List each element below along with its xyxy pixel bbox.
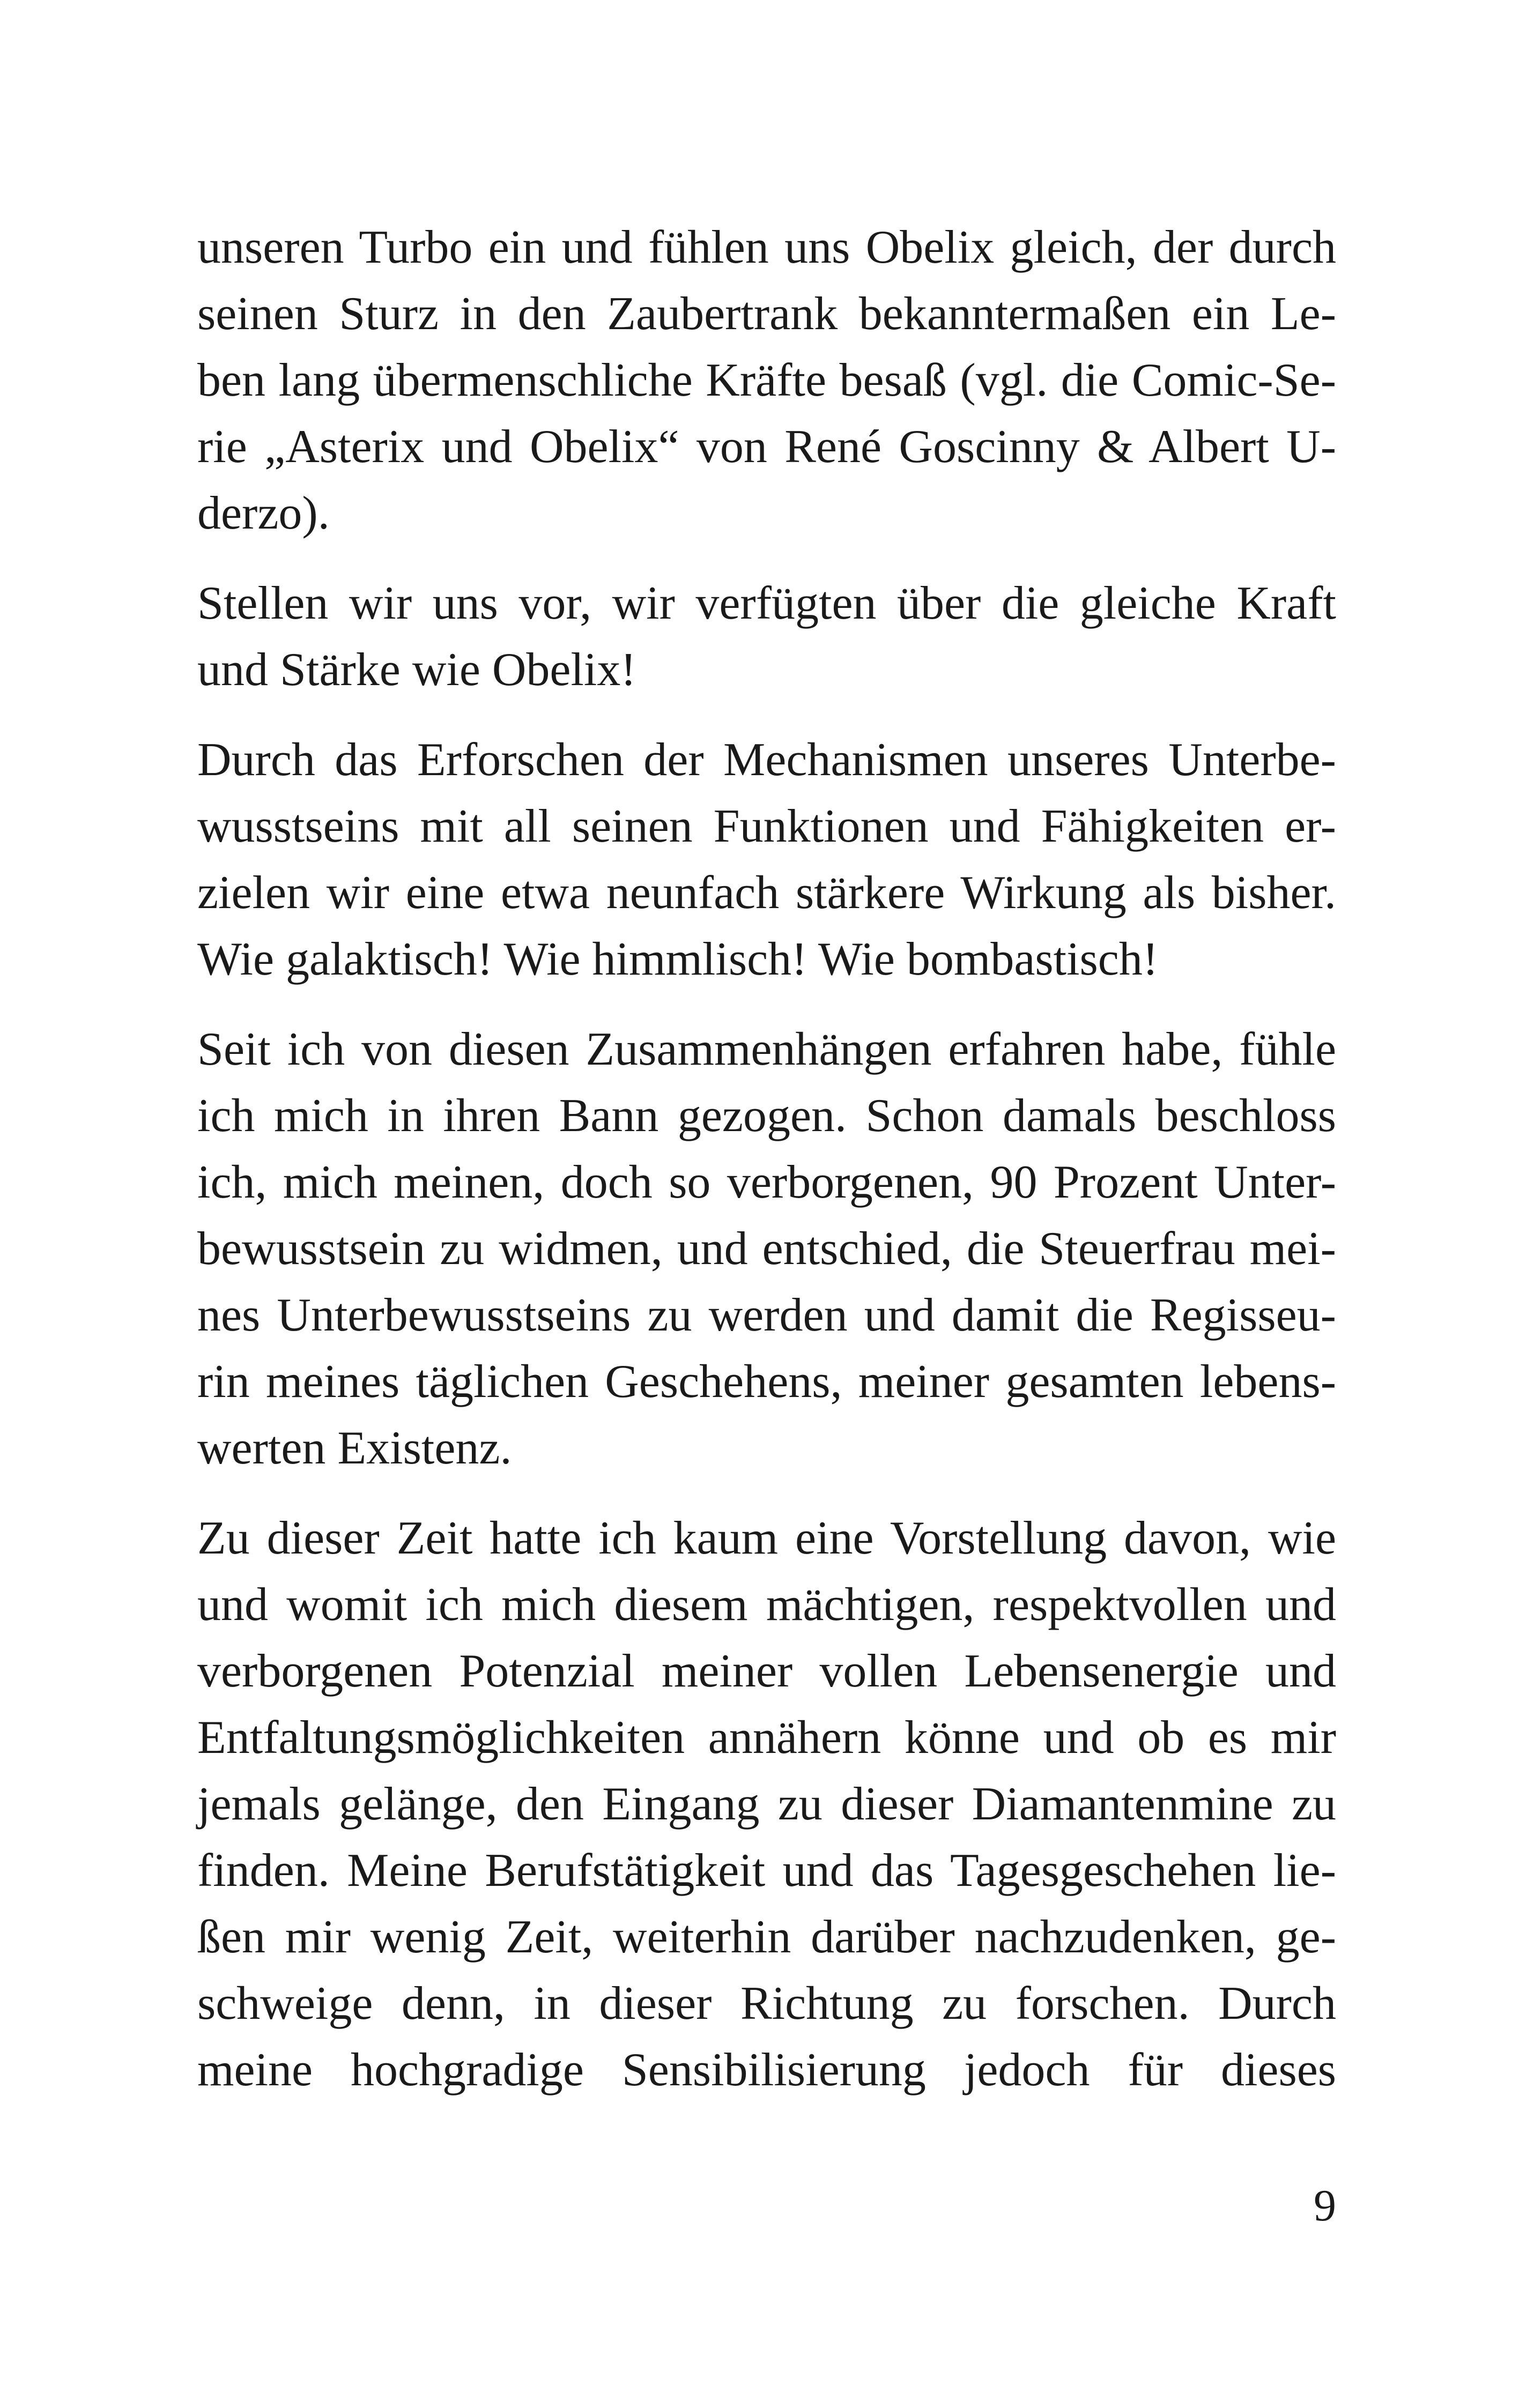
text-line: jemals gelänge, den Eingang zu dieser Diamantenmine zu: [197, 1778, 1336, 1830]
text-line: bewusstsein zu widmen, und entschied, die Steuerfrau mei-: [197, 1223, 1336, 1275]
text-line: Entfaltungsmöglichkeiten annähern könne und ob es mir: [197, 1712, 1336, 1764]
paragraph-1: [197, 214, 1336, 547]
text-line: Wie galaktisch! Wie himmlisch! Wie bombastisch!: [197, 933, 1159, 985]
text-line: derzo).: [197, 487, 330, 539]
text-line: und Stärke wie Obelix!: [197, 644, 636, 696]
paragraph-3: [197, 727, 1336, 993]
text-line: zielen wir eine etwa neunfach stärkere Wirkung als bisher.: [197, 867, 1336, 919]
text-line: wusstseins mit all seinen Funktionen und Fähigkeiten er-: [197, 800, 1336, 852]
text-line: rin meines täglichen Geschehens, meiner gesamten lebens-: [197, 1356, 1336, 1408]
text-line: verborgenen Potenzial meiner vollen Lebensenergie und: [197, 1645, 1336, 1697]
text-line: finden. Meine Berufstätigkeit und das Tagesgeschehen lie-: [197, 1845, 1336, 1897]
text-line: rie „Asterix und Obelix“ von René Goscinny & Albert U-: [197, 421, 1336, 473]
text-line: werten Existenz.: [197, 1422, 512, 1474]
body-text: [197, 214, 1336, 2127]
text-line: Seit ich von diesen Zusammenhängen erfahren habe, fühle: [197, 1023, 1336, 1075]
text-line: ich, mich meinen, doch so verborgenen, 90 Prozent Unter-: [197, 1156, 1336, 1208]
text-line: Zu dieser Zeit hatte ich kaum eine Vorstellung davon, wie: [197, 1512, 1336, 1564]
paragraph-2: [197, 570, 1336, 703]
paragraph-4: [197, 1016, 1336, 1482]
page-number: 9: [1314, 2181, 1336, 2231]
text-line: Stellen wir uns vor, wir verfügten über die gleiche Kraft: [197, 577, 1336, 629]
text-line: unseren Turbo ein und fühlen uns Obelix gleich, der durch: [197, 221, 1336, 273]
text-line: seinen Sturz in den Zaubertrank bekanntermaßen ein Le-: [197, 288, 1336, 340]
text-line: nes Unterbewusstseins zu werden und damit die Regisseu-: [197, 1289, 1336, 1341]
text-line: Durch das Erforschen der Mechanismen unseres Unterbe-: [197, 734, 1336, 786]
paragraph-5: [197, 1505, 1336, 2104]
text-line: ßen mir wenig Zeit, weiterhin darüber nachzudenken, ge-: [197, 1911, 1336, 1963]
text-line: schweige denn, in dieser Richtung zu forschen. Durch: [197, 1978, 1336, 2030]
text-line: meine hochgradige Sensibilisierung jedoch für dieses: [197, 2044, 1336, 2096]
text-line: und womit ich mich diesem mächtigen, respektvollen und: [197, 1579, 1336, 1631]
text-line: ben lang übermenschliche Kräfte besaß (vgl. die Comic-Se-: [197, 354, 1336, 406]
text-line: ich mich in ihren Bann gezogen. Schon damals beschloss: [197, 1090, 1336, 1142]
